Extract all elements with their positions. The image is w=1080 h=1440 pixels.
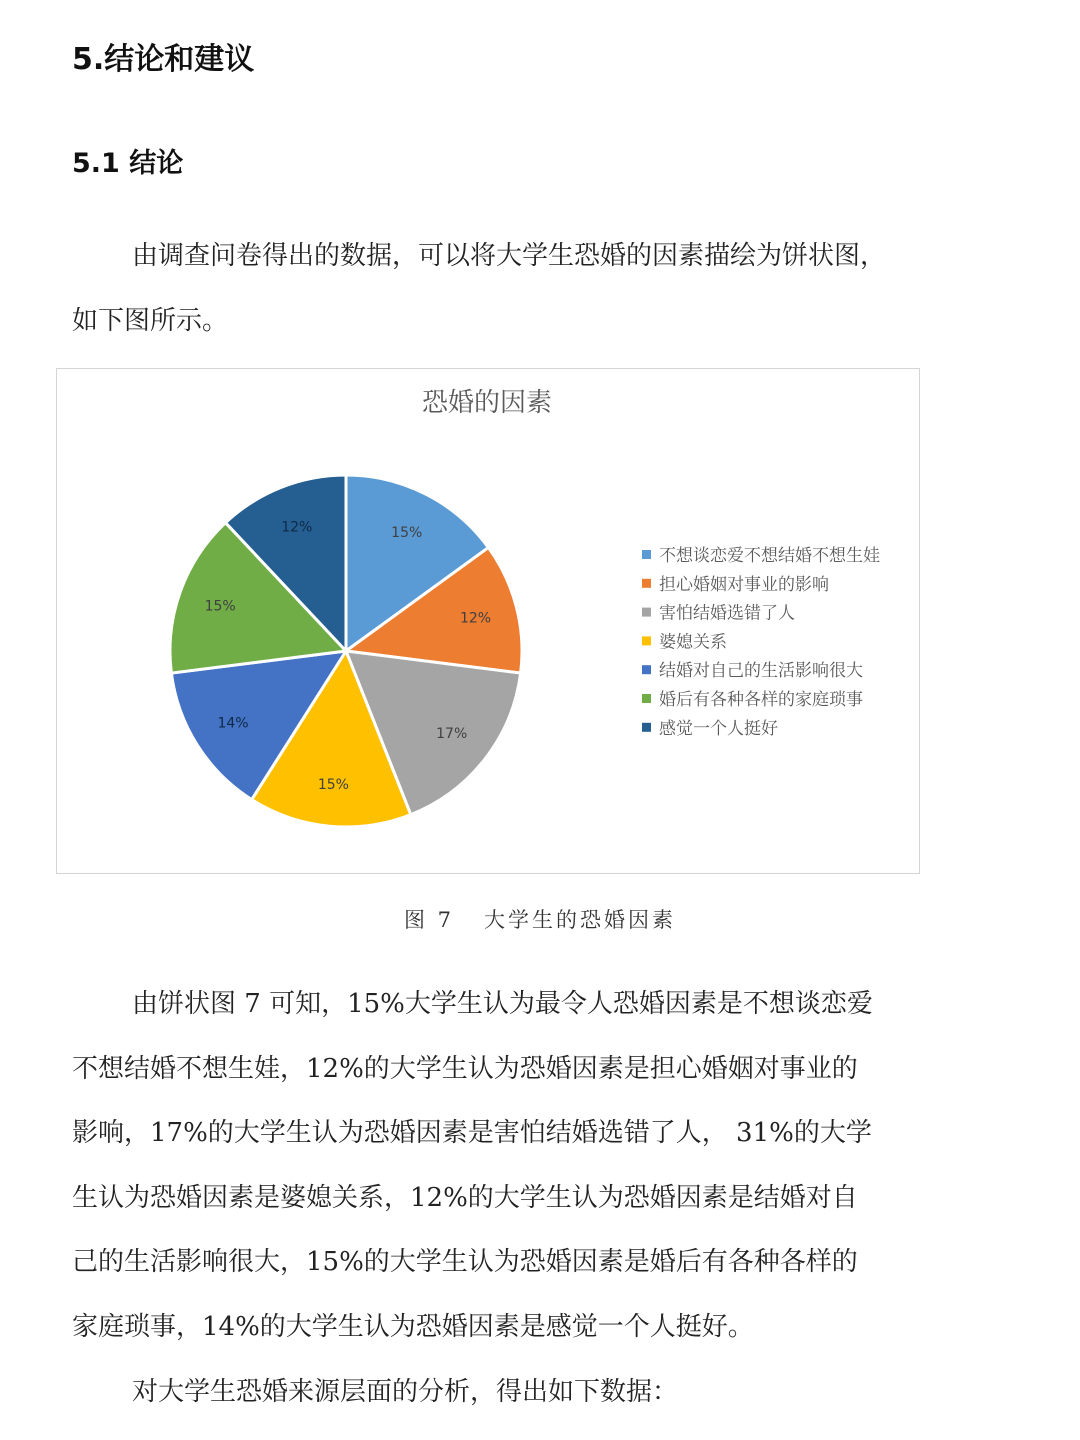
body-line: 影响，17%的大学生认为恐婚因素是害怕结婚选错了人， 31%的大学: [72, 1118, 872, 1148]
legend-label: 感觉一个人挺好: [659, 718, 778, 739]
pie-data-label: 15%: [317, 777, 349, 794]
pie-data-label: 15%: [204, 598, 236, 615]
intro-line: 由调查问卷得出的数据，可以将大学生恐婚的因素描绘为饼状图，: [132, 241, 887, 271]
intro-paragraph: [72, 224, 952, 353]
legend-label: 结婚对自己的生活影响很大: [659, 661, 863, 682]
body-line: 己的生活影响很大，15%的大学生认为恐婚因素是婚后有各种各样的: [72, 1247, 858, 1277]
pie-data-label: 15%: [391, 524, 423, 541]
closing-line: 对大学生恐婚来源层面的分析，得出如下数据：: [132, 1377, 679, 1407]
body-line: 家庭琐事，14%的大学生认为恐婚因素是感觉一个人挺好。: [72, 1311, 754, 1342]
section-heading: 5.结论和建议: [72, 42, 255, 77]
chart-title: 恐婚的因素: [421, 388, 553, 418]
body-line: 生认为恐婚因素是婆媳关系，12%的大学生认为恐婚因素是结婚对自: [72, 1182, 858, 1213]
legend-label: 婆媳关系: [659, 632, 727, 653]
closing-paragraph: [72, 1360, 952, 1425]
chart-legend: [642, 546, 880, 739]
body-line: 不想结婚不想生娃，12%的大学生认为恐婚因素是担心婚姻对事业的: [72, 1053, 858, 1084]
figure-caption: [0, 904, 1080, 934]
pie-data-label: 12%: [459, 610, 492, 627]
pie-chart-svg: [57, 369, 919, 873]
legend-swatch: [642, 579, 651, 588]
legend-label: 婚后有各种各样的家庭琐事: [659, 690, 863, 710]
legend-swatch: [642, 608, 651, 617]
legend-label: 害怕结婚选错了人: [659, 603, 795, 624]
legend-label: 不想谈恋爱不想结婚不想生娃: [659, 546, 880, 566]
legend-label: 担心婚姻对事业的影响: [659, 574, 829, 595]
legend-swatch: [642, 723, 651, 732]
legend-swatch: [642, 694, 651, 703]
pie-chart: [56, 368, 920, 874]
intro-line: 如下图所示。: [72, 305, 229, 336]
legend-swatch: [642, 665, 651, 674]
pie-data-label: 14%: [217, 715, 249, 732]
legend-swatch: [642, 550, 651, 559]
subsection-heading: 5.1 结论: [72, 148, 184, 179]
pie-data-label: 17%: [436, 725, 468, 742]
body-line: 由饼状图 7 可知，15%大学生认为最令人恐婚因素是不想谈恋爱: [132, 989, 873, 1019]
pie-slices: [170, 475, 522, 827]
pie-data-label: 12%: [281, 519, 313, 536]
figure-caption-text: 大学生的恐婚因素: [484, 908, 677, 932]
legend-swatch: [642, 636, 651, 645]
analysis-paragraph: [72, 972, 952, 1359]
figure-number: 图 7: [403, 908, 455, 932]
